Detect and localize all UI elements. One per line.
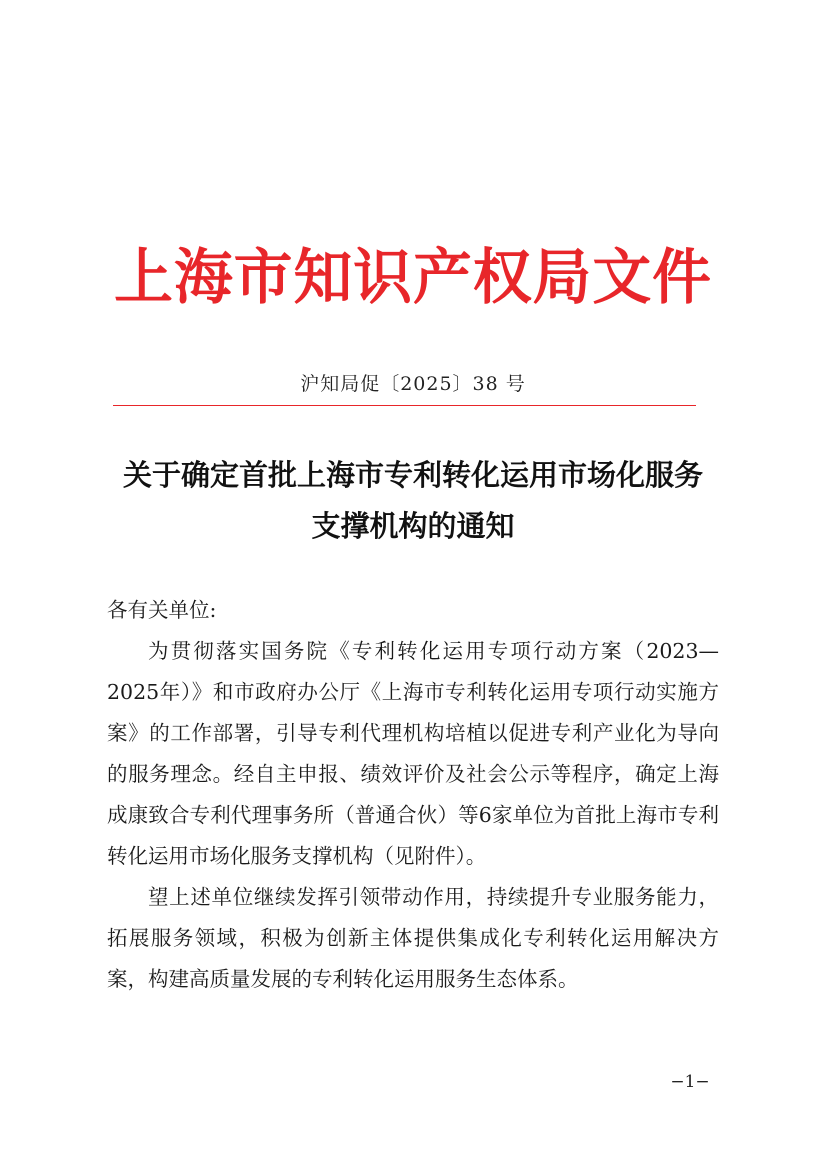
notice-body (107, 590, 719, 1000)
notice-title-line-1: 关于确定首批上海市专利转化运用市场化服务 (122, 458, 703, 492)
notice-title (80, 450, 746, 552)
body-paragraph-2: 望上述单位继续发挥引领带动作用，持续提升专业服务能力，拓展服务领域，积极为创新主体提供集成化专利转化运用解决方案，构建高质量发展的专利转化运用服务生态体系。 (107, 885, 719, 991)
salutation: 各有关单位: (107, 598, 217, 622)
body-paragraph-1: 为贯彻落实国务院《专利转化运用专项行动方案（2023—2025年）》和市政府办公厅《上海市专利转化运用专项行动实施方案》的工作部署，引导专利代理机构培植以促进专利产业化为导向的服务理念。经自主申报、绩效评价及社会公示等程序，确定上海成康致合专利代理事务所（普通合伙）等6家单位为首批上海市专利转化运用市场化服务支撑机构（见附件）。 (107, 639, 719, 868)
notice-title-line-2: 支撑机构的通知 (311, 509, 515, 543)
letterhead-title: 上海市知识产权局文件 (114, 243, 712, 313)
red-separator-line (113, 405, 696, 406)
page-number: −1− (670, 1072, 710, 1092)
document-number: 沪知局促〔2025〕38 号 (300, 373, 526, 395)
